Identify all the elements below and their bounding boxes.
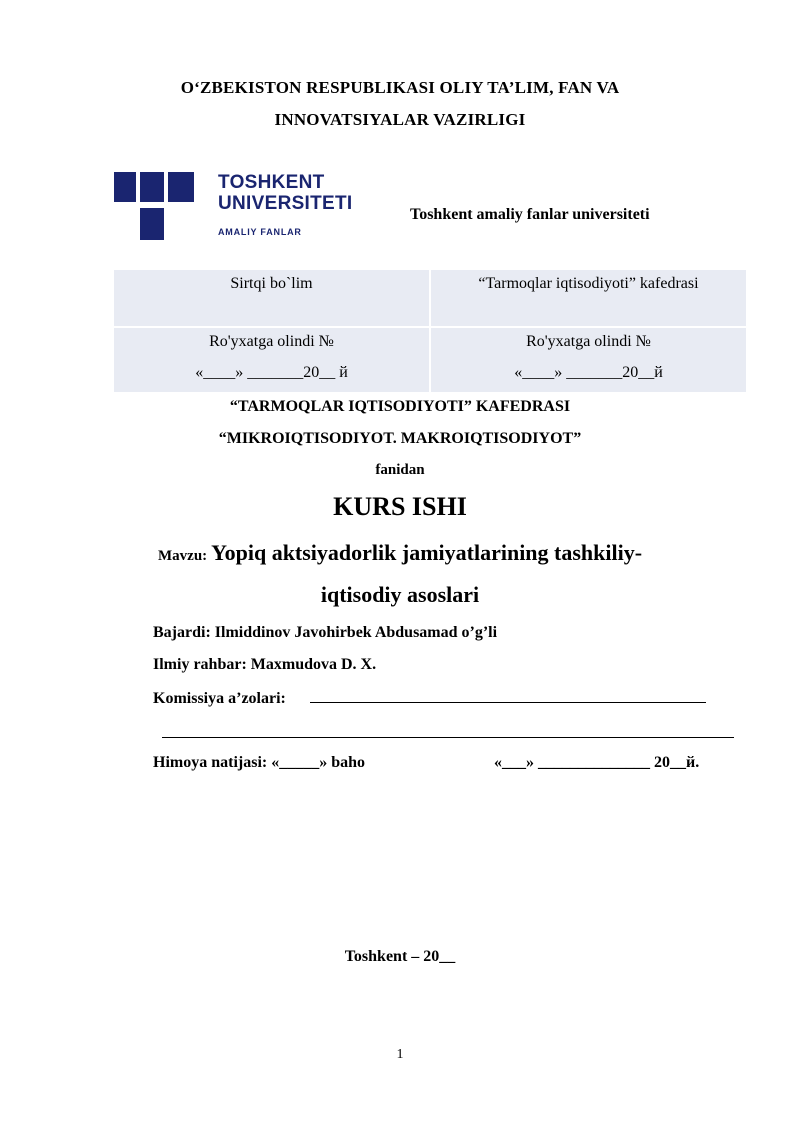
kafedra-title: “TARMOQLAR IQTISODIYOTI” KAFEDRASI xyxy=(229,398,571,415)
supervisor-field: Ilmiy rahbar: Maxmudova D. X. xyxy=(153,656,377,673)
registration-table xyxy=(114,270,746,392)
university-name: Toshkent amaliy fanlar universiteti xyxy=(410,206,650,223)
logo-line3: AMALIY FANLAR xyxy=(218,227,302,237)
ministry-title-line1: O‘ZBEKISTON RESPUBLIKASI OLIY TA’LIM, FAN VA xyxy=(180,78,620,97)
commission-blank-line xyxy=(310,688,706,703)
topic-text-line2: iqtisodiy asoslari xyxy=(320,582,480,607)
topic-text-line1: Yopiq aktsiyadorlik jamiyatlarining tashkiliy- xyxy=(211,540,643,565)
fanidan-label: fanidan xyxy=(375,462,425,478)
author-field: Bajardi: Ilmiddinov Javohirbek Abdusamad o’g’li xyxy=(153,624,498,641)
university-logo xyxy=(218,172,353,237)
left-registration-date: «____» _______20__ й xyxy=(195,364,348,381)
logo-line1: TOSHKENT xyxy=(218,172,325,193)
city-year: Toshkent – 20__ xyxy=(344,948,456,965)
subject-title: “MIKROIQTISODIYOT. MAKROIQTISODIYOT” xyxy=(218,430,582,447)
document-type: KURS ISHI xyxy=(333,492,467,521)
right-registration-label: Ro'yxatga olindi № xyxy=(526,333,651,350)
department-cell: Sirtqi bo`lim xyxy=(230,275,313,292)
university-logo-icon xyxy=(114,172,194,240)
topic-label: Mavzu: xyxy=(158,548,208,564)
defense-result-field: Himoya natijasi: «_____» baho xyxy=(153,754,366,771)
commission-blank-line-2 xyxy=(162,723,734,738)
kafedra-cell: “Tarmoqlar iqtisodiyoti” kafedrasi xyxy=(478,275,699,292)
table-divider xyxy=(114,326,746,328)
ministry-title-line2: INNOVATSIYALAR VAZIRLIGI xyxy=(274,110,526,129)
logo-line2: UNIVERSITETI xyxy=(218,193,353,214)
left-registration-label: Ro'yxatga olindi № xyxy=(209,333,334,350)
commission-field xyxy=(153,688,706,708)
page-number: 1 xyxy=(396,1047,404,1062)
commission-label: Komissiya a’zolari: xyxy=(153,690,286,707)
right-registration-date: «____» _______20__й xyxy=(514,364,663,381)
topic-line1 xyxy=(158,540,642,566)
defense-date-field: «___» ______________ 20__й. xyxy=(494,754,700,771)
